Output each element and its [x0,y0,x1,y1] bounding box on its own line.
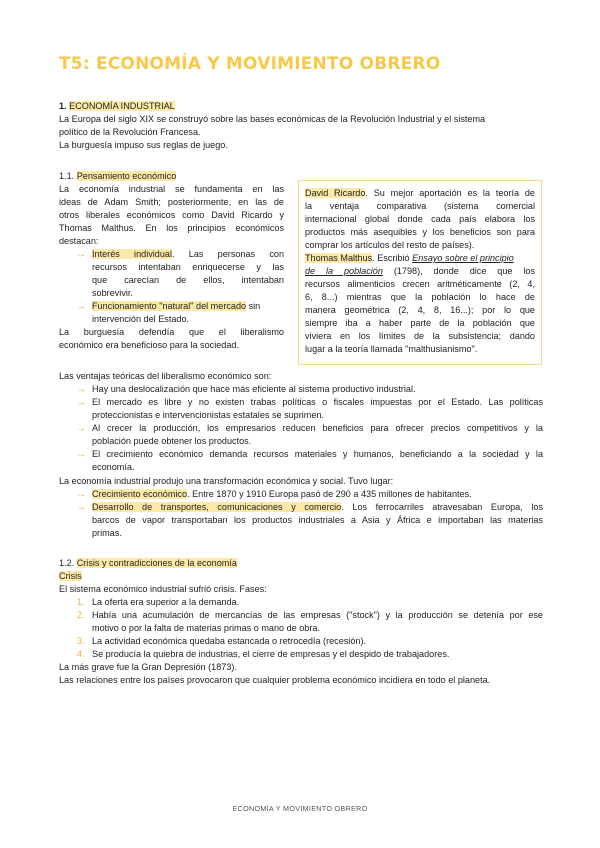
box-text: (1798), donde dice que los [382,266,535,276]
book-title: Ensayo sobre el principio [412,253,514,263]
term-highlight: Crecimiento económico [92,489,188,499]
section-crisis [59,557,543,687]
list-number: 3. [77,636,85,646]
list-text: La actividad económica quedaba estancada o retrocedía (recesión). [92,636,366,646]
term-highlight: Desarrollo de transportes, comunicaciones y comercio [92,502,342,512]
right-arrow-icon: → [76,397,86,408]
paragraph-line: económico era beneficioso para la sociedad. [59,340,239,350]
paragraph: La economía industrial produjo una transformación económica y social. Tuvo lugar: [59,476,394,486]
paragraph: El sistema económico industrial sufrió crisis. Fases: [59,584,267,594]
box-text: productos más asequibles y los beneficios son para [305,227,535,237]
list-item [59,448,543,474]
box-text: . Escribió [372,253,413,263]
list-text: Al crecer la producción, los empresarios reducen beneficios para ofrecer precios competitivos y la [92,423,543,433]
list-text: que carecían de ellos, intentaban [92,275,284,285]
info-box [298,180,542,365]
right-arrow-icon: → [76,384,86,395]
right-arrow-icon: → [76,489,86,500]
term-highlight: Funcionamiento "natural" del mercado [92,301,247,311]
list-text: . Los ferrocarriles atravesaban Europa, los [341,502,543,512]
box-text: siempre iba a haber parte de la población que [305,318,535,328]
list-number: 2. [77,610,85,620]
list-text: sobrevivir. [92,288,133,298]
list-item [59,501,543,540]
page-footer: ECONOMÍA Y MOVIMIENTO OBRERO [232,804,368,813]
list-item [59,635,543,648]
paragraph: La Europa del siglo XIX se construyó sobre las bases económicas de la Revolución Industrial y el sistema [59,114,486,124]
section-pensamiento-economico [59,170,284,352]
list-item [59,396,543,422]
section-economia-industrial [59,100,543,152]
box-text: manera geométrica (2, 4, 8, 16...); por lo que [305,305,535,315]
paragraph-line: La economía industrial se fundamenta en las [59,184,284,194]
box-text: comprar los artículos del resto de países). [305,240,475,250]
subsection-number: 1.2. [59,558,75,568]
paragraph: La burguesía impuso sus reglas de juego. [59,140,228,150]
list-text: sin [246,301,261,311]
paragraph-line: otros liberales económicos como David Ricardo y [59,210,284,220]
section-number: 1. [59,101,67,111]
list-item [59,609,543,635]
list-text: . Las personas con [171,249,285,259]
paragraph-line: Thomas Malthus. En los principios económicos [59,223,284,233]
list-text: Hay una deslocalización que hace más eficiente al sistema productivo industrial. [92,384,416,394]
list-text: población puede obtener los productos. [92,436,252,446]
subsection-number: 1.1. [59,171,75,181]
list-number: 4. [77,649,85,659]
list-text: barcos de vapor transportaban los productos industriales a Asia y África e importaban las materias [92,515,543,525]
sub-heading: Crisis [59,571,82,581]
list-text: . Entre 1870 y 1910 Europa pasó de 290 a 435 millones de habitantes. [187,489,472,499]
paragraph: La más grave fue la Gran Depresión (1873). [59,662,237,672]
subsection-heading: Pensamiento económico [76,171,177,181]
malthus-name: Thomas Malthus [305,253,373,263]
box-text: viviera en los límites de la subsistencia; dando [305,331,535,341]
list-item [59,488,543,501]
list-item [59,422,543,448]
list-text: Se producía la quiebra de industrias, el cierre de empresas y el despido de trabajadores. [92,649,450,659]
paragraph: Las ventajas teóricas del liberalismo económico son: [59,371,272,381]
list-item [59,596,543,609]
right-arrow-icon: → [76,423,86,434]
page-title: T5: ECONOMÍA Y MOVIMIENTO OBRERO [59,54,441,74]
list-item [59,300,284,326]
list-item [59,648,543,661]
list-text: economía. [92,462,135,472]
box-text: 6, 8...) mientras que la población lo hace de [305,292,535,302]
paragraph: político de la Revolución Francesa. [59,127,201,137]
ventajas-list [59,370,543,474]
box-text: internacional global donde cada país elabora los [305,214,535,224]
box-text: lugar a la teoría llamada "malthusianismo". [305,344,478,354]
list-number: 1. [77,597,85,607]
book-title: de la población [305,266,383,276]
right-arrow-icon: → [76,449,86,460]
list-text: primas. [92,528,122,538]
box-text: recursos alimenticios crecen aritméticamente (2, 4, [305,279,535,289]
ricardo-name: David Ricardo [305,188,366,198]
paragraph-line: destacan: [59,236,99,246]
paragraph-line: La burguesía defendía que el liberalismo [59,327,284,337]
transformacion-list [59,475,543,540]
subsection-heading: Crisis y contradicciones de la economía [76,558,237,568]
list-text: Había una acumulación de mercancías de las empresas ("stock") y la producción se detenía por ese [92,610,543,620]
section-heading: ECONOMÍA INDUSTRIAL [69,101,175,111]
right-arrow-icon: → [76,301,86,312]
list-text: intervención del Estado. [92,314,190,324]
list-text: La oferta era superior a la demanda. [92,597,240,607]
paragraph-line: ideas de Adam Smith; posteriormente, en las de [59,197,284,207]
box-text: la ventaja comparativa (sistema comercial [305,201,535,211]
term-highlight: Interés individual [92,249,172,259]
list-item [59,383,543,396]
paragraph: Las relaciones entre los países provocaron que cualquier problema económico incidiera en todo el planeta. [59,675,491,685]
box-text: . Su mejor aportación es la teoría de [365,188,535,198]
list-item [59,248,284,300]
right-arrow-icon: → [76,502,86,513]
list-text: recursos intentaban enriquecerse y las [92,262,284,272]
list-text: motivo o por la falta de materias primas o mano de obra. [92,623,320,633]
list-text: proteccionistas e intervencionistas estatales se suprimen. [92,410,325,420]
list-text: El crecimiento económico demanda recursos materiales y humanos, beneficiando a la sociedad y la [92,449,543,459]
right-arrow-icon: → [76,249,86,260]
list-text: El mercado es libre y no existen trabas políticas o fiscales impuestas por el Estado. Las políticas [92,397,543,407]
